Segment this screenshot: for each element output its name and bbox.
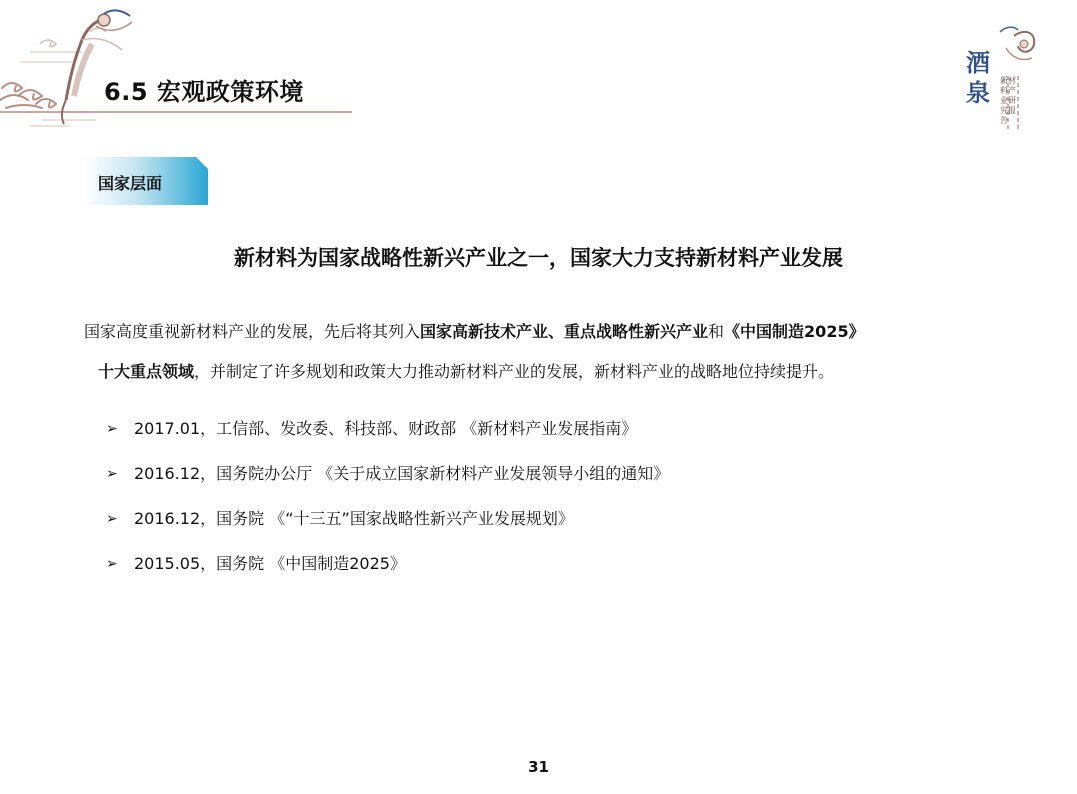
headline: 新材料为国家战略性新兴产业之一，国家大力支持新材料产业发展 [234, 246, 843, 270]
header-decoration-art [0, 0, 360, 130]
brand-logo [962, 18, 1042, 138]
intro-emphasis-1: 国家高新技术产业、重点战略性新兴产业 [420, 322, 709, 341]
policy-list-item [106, 463, 669, 508]
section-tab [84, 157, 208, 205]
policy-text: 2017.01，工信部、发改委、科技部、财政部 《新材料产业发展指南》 [134, 419, 638, 438]
policy-list-item [106, 418, 669, 463]
section-tab-label: 国家层面 [98, 174, 163, 193]
intro-text-3: ，并制定了许多规划和政策大力推动新材料产业的发展，新材料产业的战略地位持续提升。 [194, 362, 835, 381]
policy-text: 2016.12，国务院 《“十三五”国家战略性新兴产业发展规划》 [134, 509, 574, 528]
section-title: 6.5 宏观政策环境 [104, 78, 304, 106]
policy-list [106, 418, 669, 598]
policy-text: 2015.05，国务院 《中国制造2025》 [134, 554, 406, 573]
arrow-bullet-icon: ➢ [106, 466, 118, 482]
arrow-bullet-icon: ➢ [106, 511, 118, 527]
policy-text: 2016.12，国务院办公厅 《关于成立国家新材料产业发展领导小组的通知》 [134, 464, 670, 483]
intro-text-1: 国家高度重视新材料产业的发展，先后将其列入 [84, 322, 421, 341]
intro-text-2: 和 [708, 322, 725, 341]
intro-line-2 [84, 352, 994, 392]
page-number: 31 [528, 758, 549, 776]
intro-emphasis-2: 《中国制造2025》 [724, 322, 865, 341]
policy-list-item [106, 508, 669, 553]
intro-paragraph [84, 312, 994, 392]
logo-calligraphy: 酒泉 [966, 48, 990, 107]
policy-list-item [106, 553, 669, 598]
arrow-bullet-icon: ➢ [106, 556, 118, 572]
arrow-bullet-icon: ➢ [106, 421, 118, 437]
logo-subtitle: 新材料产业研究报告 [1000, 76, 1016, 125]
intro-emphasis-3: 十大重点领域 [98, 362, 195, 381]
